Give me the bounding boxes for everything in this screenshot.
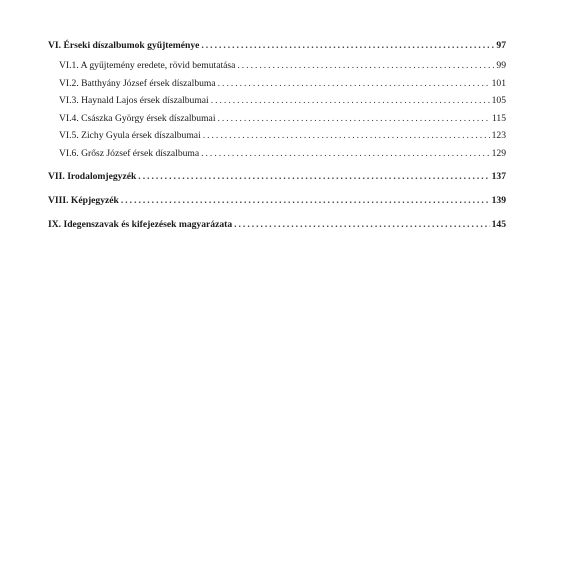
table-of-contents <box>48 37 506 234</box>
toc-entry-section-vi-2[interactable] <box>48 75 506 93</box>
toc-entry-section-vi-5[interactable] <box>48 127 506 145</box>
toc-entry-title: VI.6. Grősz József érsek díszalbuma <box>59 147 200 159</box>
toc-entry-page: 139 <box>491 195 506 206</box>
toc-entry-page: 129 <box>491 147 506 159</box>
dot-leader <box>138 168 489 186</box>
toc-entry-section-vi-3[interactable] <box>48 92 506 110</box>
dot-leader <box>217 110 489 128</box>
toc-entry-chapter-vii[interactable] <box>48 168 506 186</box>
toc-entry-page: 105 <box>491 95 506 106</box>
toc-entry-title: VI.1. A gyűjtemény eredete, rövid bemutatása <box>59 60 236 71</box>
toc-entry-chapter-vi[interactable] <box>48 37 506 55</box>
dot-leader <box>121 192 490 210</box>
dot-leader <box>218 75 490 93</box>
toc-entry-page: 145 <box>491 219 506 230</box>
toc-entry-title: VI.3. Haynald Lajos érsek díszalbumai <box>59 95 209 106</box>
toc-entry-page: 99 <box>496 60 506 71</box>
dot-leader <box>203 127 490 145</box>
toc-entry-title: VI.2. Batthyány József érsek díszalbuma <box>59 77 216 89</box>
dot-leader <box>237 57 494 75</box>
toc-entry-title: IX. Idegenszavak és kifejezések magyarázata <box>48 219 233 230</box>
toc-entry-page: 97 <box>496 40 506 51</box>
toc-entry-page: 123 <box>491 130 506 141</box>
toc-entry-page: 137 <box>491 171 506 182</box>
toc-entry-page: 101 <box>491 77 506 89</box>
toc-entry-title: VI. Érseki díszalbumok gyűjteménye <box>48 40 200 51</box>
dot-leader <box>201 145 489 163</box>
toc-entry-section-vi-6[interactable] <box>48 145 506 163</box>
toc-entry-chapter-viii[interactable] <box>48 192 506 210</box>
dot-leader <box>234 216 489 234</box>
toc-entry-section-vi-1[interactable] <box>48 57 506 75</box>
toc-entry-title: VII. Irodalomjegyzék <box>48 171 137 182</box>
dot-leader <box>201 37 494 55</box>
toc-entry-title: VI.4. Császka György érsek díszalbumai <box>59 112 216 124</box>
toc-entry-section-vi-4[interactable] <box>48 110 506 128</box>
toc-entry-title: VIII. Képjegyzék <box>48 195 119 206</box>
dot-leader <box>211 92 490 110</box>
toc-entry-chapter-ix[interactable] <box>48 216 506 234</box>
toc-entry-title: VI.5. Zichy Gyula érsek díszalbumai <box>59 130 201 141</box>
toc-entry-page: 115 <box>491 112 506 124</box>
